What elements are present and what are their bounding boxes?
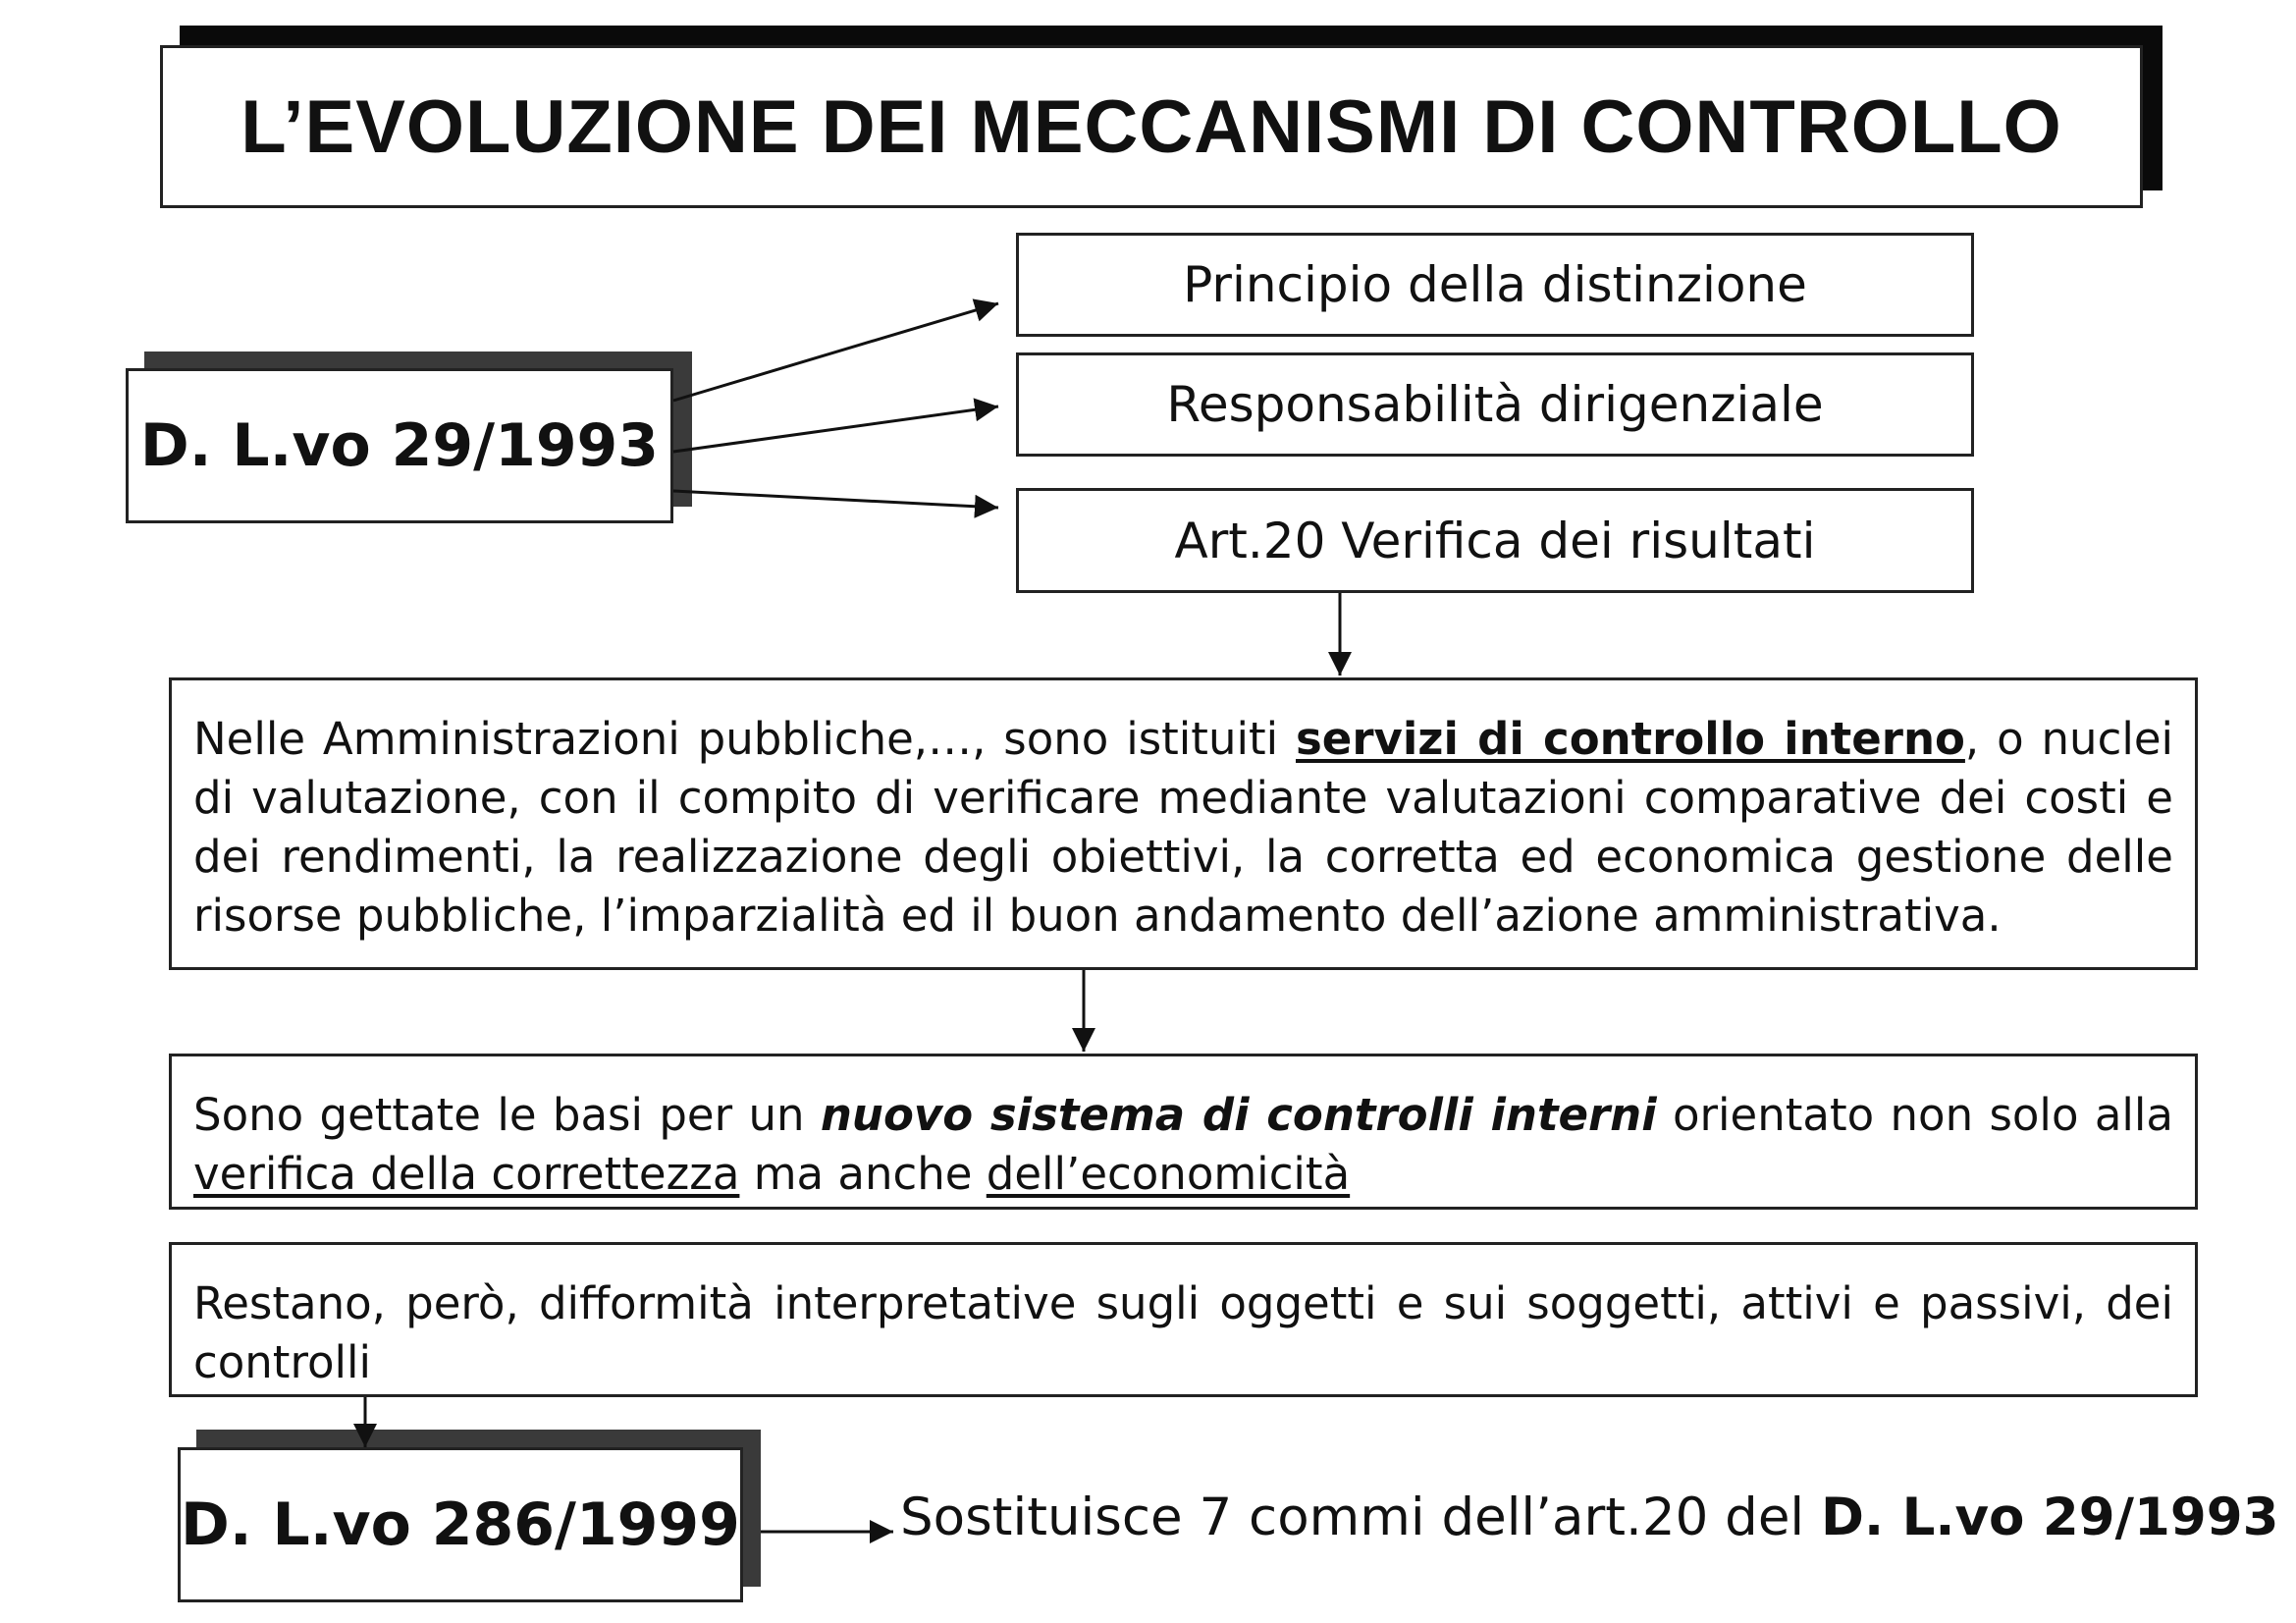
branch-label: Art.20 Verifica dei risultati [1174,512,1816,569]
box2-text-mid2: ma anche [739,1148,987,1200]
branch-label: Responsabilità dirigenziale [1166,376,1824,433]
box1-text-pre: Nelle Amministrazioni pubbliche,…, sono istituiti [193,713,1297,765]
box2-underline-2: dell’economicità [986,1148,1351,1200]
branch-label: Principio della distinzione [1183,256,1807,313]
box3-text: Restano, però, difformità interpretative sugli oggetti e sui soggetti, attivi e passivi, dei controlli [193,1277,2173,1388]
page-title: L’EVOLUZIONE DEI MECCANISMI DI CONTROLLO [240,84,2062,169]
law2-label: D. L.vo 286/1999 [181,1490,740,1559]
box2-text-mid: orientato non solo alla [1656,1089,2173,1141]
note-bold: D. L.vo 29/1993 [1821,1488,2279,1547]
box2-text-pre: Sono gettate le basi per un [193,1089,821,1141]
box1-emphasis: servizi di controllo interno [1296,713,1965,765]
box2-emphasis: nuovo sistema di controlli interni [820,1089,1657,1141]
arrow-to-responsabilita [673,406,998,452]
box2-underline-1: verifica della correttezza [193,1148,740,1200]
box1-text-post: , o nuclei di valutazione, con il compito di verificare mediante valutazioni comparative dei costi e dei rendimenti, la realizzazione degli obiettivi, la corretta ed economica gestione delle risorse pubbliche, l’imparzialità ed il buon andamento dell’azione amministrativa. [193,713,2174,942]
arrow-to-art20 [673,491,998,508]
arrow-to-distinzione [673,303,998,401]
law1-label: D. L.vo 29/1993 [139,411,660,480]
note-text: Sostituisce 7 commi dell’art.20 del [900,1488,1822,1547]
